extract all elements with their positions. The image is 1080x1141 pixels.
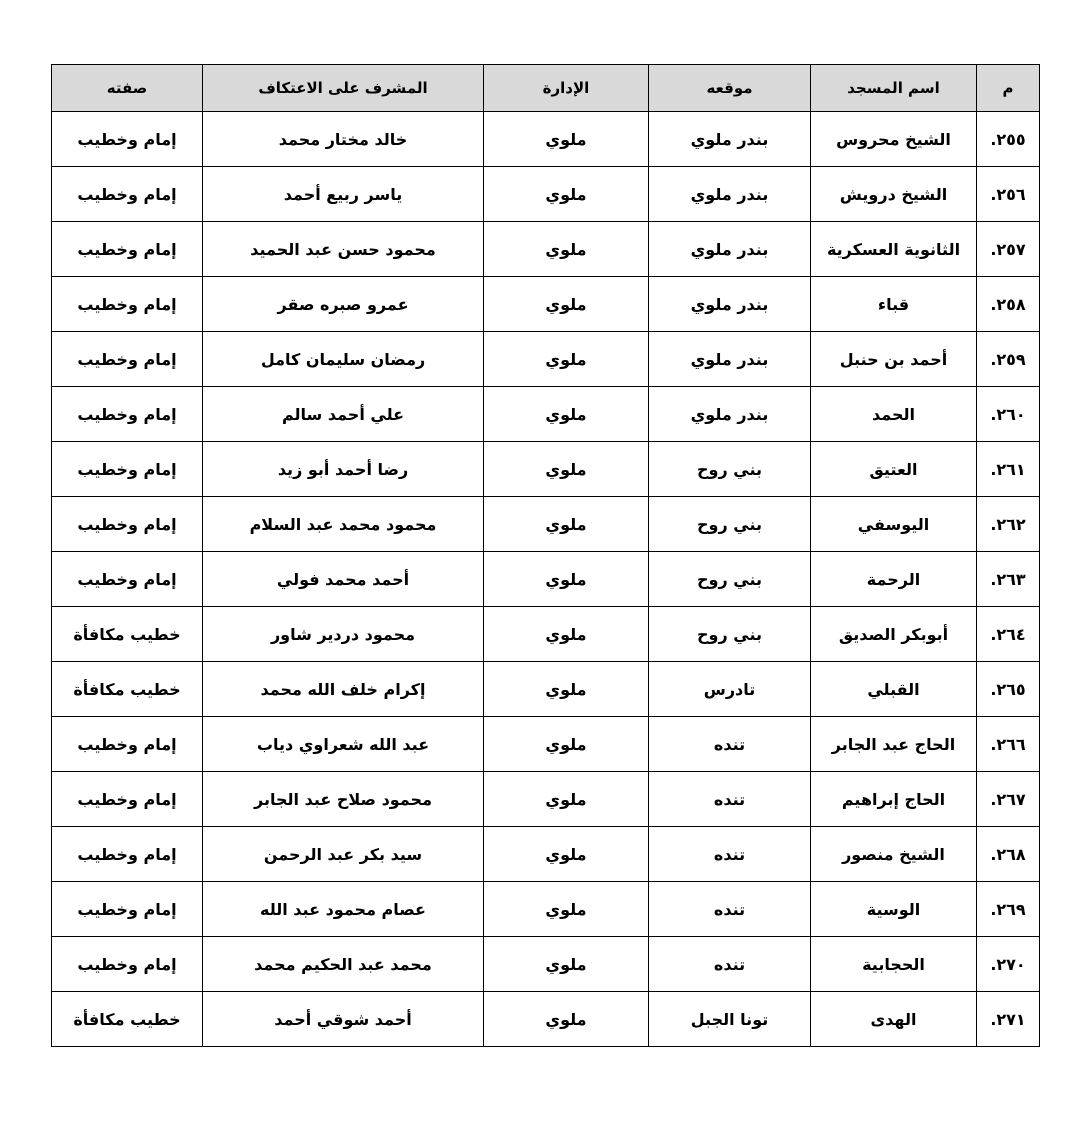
cell-administration: ملوي <box>484 772 649 827</box>
cell-supervisor: أحمد شوقي أحمد <box>203 992 484 1047</box>
cell-supervisor: محمد عبد الحكيم محمد <box>203 937 484 992</box>
cell-location: بندر ملوي <box>649 167 811 222</box>
cell-administration: ملوي <box>484 222 649 277</box>
cell-supervisor: ياسر ربيع أحمد <box>203 167 484 222</box>
cell-supervisor: سيد بكر عبد الرحمن <box>203 827 484 882</box>
cell-mosque-name: أبوبكر الصديق <box>811 607 977 662</box>
cell-mosque-name: الهدى <box>811 992 977 1047</box>
cell-administration: ملوي <box>484 112 649 167</box>
cell-mosque-name: الحاج عبد الجابر <box>811 717 977 772</box>
cell-administration: ملوي <box>484 827 649 882</box>
header-location: موقعه <box>649 65 811 112</box>
table-row <box>52 882 1040 937</box>
cell-administration: ملوي <box>484 992 649 1047</box>
cell-location: بندر ملوي <box>649 332 811 387</box>
cell-administration: ملوي <box>484 717 649 772</box>
cell-role: إمام وخطيب <box>52 937 203 992</box>
cell-number: ٢٦٥. <box>977 662 1040 717</box>
cell-location: بندر ملوي <box>649 222 811 277</box>
table-row <box>52 717 1040 772</box>
cell-location: بني روح <box>649 497 811 552</box>
cell-role: إمام وخطيب <box>52 442 203 497</box>
cell-number: ٢٥٩. <box>977 332 1040 387</box>
cell-mosque-name: الشيخ محروس <box>811 112 977 167</box>
cell-role: خطيب مكافأة <box>52 607 203 662</box>
table-row <box>52 442 1040 497</box>
cell-role: إمام وخطيب <box>52 387 203 442</box>
cell-number: ٢٦١. <box>977 442 1040 497</box>
cell-location: بني روح <box>649 442 811 497</box>
cell-number: ٢٥٦. <box>977 167 1040 222</box>
cell-administration: ملوي <box>484 882 649 937</box>
cell-location: تنده <box>649 827 811 882</box>
cell-role: إمام وخطيب <box>52 772 203 827</box>
cell-number: ٢٦٢. <box>977 497 1040 552</box>
cell-mosque-name: الحاج إبراهيم <box>811 772 977 827</box>
cell-supervisor: محمود صلاح عبد الجابر <box>203 772 484 827</box>
header-administration: الإدارة <box>484 65 649 112</box>
table-row <box>52 277 1040 332</box>
cell-role: إمام وخطيب <box>52 497 203 552</box>
table-row <box>52 662 1040 717</box>
cell-number: ٢٥٧. <box>977 222 1040 277</box>
cell-supervisor: عمرو صبره صقر <box>203 277 484 332</box>
cell-administration: ملوي <box>484 442 649 497</box>
cell-supervisor: محمود دردير شاور <box>203 607 484 662</box>
table-row <box>52 607 1040 662</box>
cell-number: ٢٦٩. <box>977 882 1040 937</box>
cell-location: بني روح <box>649 552 811 607</box>
table-row <box>52 552 1040 607</box>
cell-administration: ملوي <box>484 332 649 387</box>
cell-mosque-name: الثانوية العسكرية <box>811 222 977 277</box>
cell-supervisor: محمود محمد عبد السلام <box>203 497 484 552</box>
cell-number: ٢٧٠. <box>977 937 1040 992</box>
cell-administration: ملوي <box>484 662 649 717</box>
cell-mosque-name: قباء <box>811 277 977 332</box>
cell-mosque-name: الشيخ منصور <box>811 827 977 882</box>
cell-location: بندر ملوي <box>649 112 811 167</box>
table-row <box>52 937 1040 992</box>
mosque-table-container <box>51 64 1040 1047</box>
header-supervisor: المشرف على الاعتكاف <box>203 65 484 112</box>
cell-role: إمام وخطيب <box>52 717 203 772</box>
table-body <box>52 112 1040 1047</box>
mosque-table <box>51 64 1040 1047</box>
cell-mosque-name: الوسية <box>811 882 977 937</box>
cell-location: تنده <box>649 717 811 772</box>
cell-number: ٢٦٧. <box>977 772 1040 827</box>
cell-supervisor: محمود حسن عبد الحميد <box>203 222 484 277</box>
cell-location: تونا الجبل <box>649 992 811 1047</box>
cell-location: تنده <box>649 772 811 827</box>
cell-administration: ملوي <box>484 387 649 442</box>
table-header-row <box>52 65 1040 112</box>
table-row <box>52 772 1040 827</box>
cell-number: ٢٦٣. <box>977 552 1040 607</box>
table-row <box>52 112 1040 167</box>
cell-administration: ملوي <box>484 607 649 662</box>
cell-location: بندر ملوي <box>649 387 811 442</box>
cell-supervisor: رضا أحمد أبو زيد <box>203 442 484 497</box>
cell-role: خطيب مكافأة <box>52 662 203 717</box>
cell-mosque-name: القبلي <box>811 662 977 717</box>
table-row <box>52 497 1040 552</box>
cell-role: إمام وخطيب <box>52 827 203 882</box>
cell-number: ٢٦٠. <box>977 387 1040 442</box>
cell-mosque-name: الشيخ درويش <box>811 167 977 222</box>
cell-number: ٢٦٨. <box>977 827 1040 882</box>
cell-administration: ملوي <box>484 277 649 332</box>
cell-supervisor: إكرام خلف الله محمد <box>203 662 484 717</box>
cell-mosque-name: أحمد بن حنبل <box>811 332 977 387</box>
cell-role: خطيب مكافأة <box>52 992 203 1047</box>
cell-number: ٢٧١. <box>977 992 1040 1047</box>
cell-role: إمام وخطيب <box>52 222 203 277</box>
cell-location: بندر ملوي <box>649 277 811 332</box>
table-row <box>52 167 1040 222</box>
cell-administration: ملوي <box>484 937 649 992</box>
table-row <box>52 992 1040 1047</box>
cell-role: إمام وخطيب <box>52 167 203 222</box>
table-row <box>52 827 1040 882</box>
cell-mosque-name: الرحمة <box>811 552 977 607</box>
cell-supervisor: عبد الله شعراوي دياب <box>203 717 484 772</box>
cell-mosque-name: العتيق <box>811 442 977 497</box>
cell-role: إمام وخطيب <box>52 277 203 332</box>
cell-mosque-name: الحمد <box>811 387 977 442</box>
cell-number: ٢٦٦. <box>977 717 1040 772</box>
table-row <box>52 387 1040 442</box>
cell-number: ٢٥٥. <box>977 112 1040 167</box>
cell-role: إمام وخطيب <box>52 112 203 167</box>
cell-supervisor: رمضان سليمان كامل <box>203 332 484 387</box>
cell-role: إمام وخطيب <box>52 882 203 937</box>
cell-role: إمام وخطيب <box>52 552 203 607</box>
cell-number: ٢٦٤. <box>977 607 1040 662</box>
cell-supervisor: عصام محمود عبد الله <box>203 882 484 937</box>
header-mosque-name: اسم المسجد <box>811 65 977 112</box>
cell-number: ٢٥٨. <box>977 277 1040 332</box>
cell-location: تنده <box>649 882 811 937</box>
table-row <box>52 222 1040 277</box>
cell-location: بني روح <box>649 607 811 662</box>
cell-administration: ملوي <box>484 167 649 222</box>
header-number: م <box>977 65 1040 112</box>
cell-supervisor: خالد مختار محمد <box>203 112 484 167</box>
cell-supervisor: أحمد محمد فولي <box>203 552 484 607</box>
header-role: صفته <box>52 65 203 112</box>
cell-mosque-name: اليوسفي <box>811 497 977 552</box>
cell-supervisor: علي أحمد سالم <box>203 387 484 442</box>
cell-mosque-name: الحجابية <box>811 937 977 992</box>
cell-administration: ملوي <box>484 552 649 607</box>
cell-administration: ملوي <box>484 497 649 552</box>
cell-role: إمام وخطيب <box>52 332 203 387</box>
cell-location: تنده <box>649 937 811 992</box>
cell-location: تادرس <box>649 662 811 717</box>
table-row <box>52 332 1040 387</box>
